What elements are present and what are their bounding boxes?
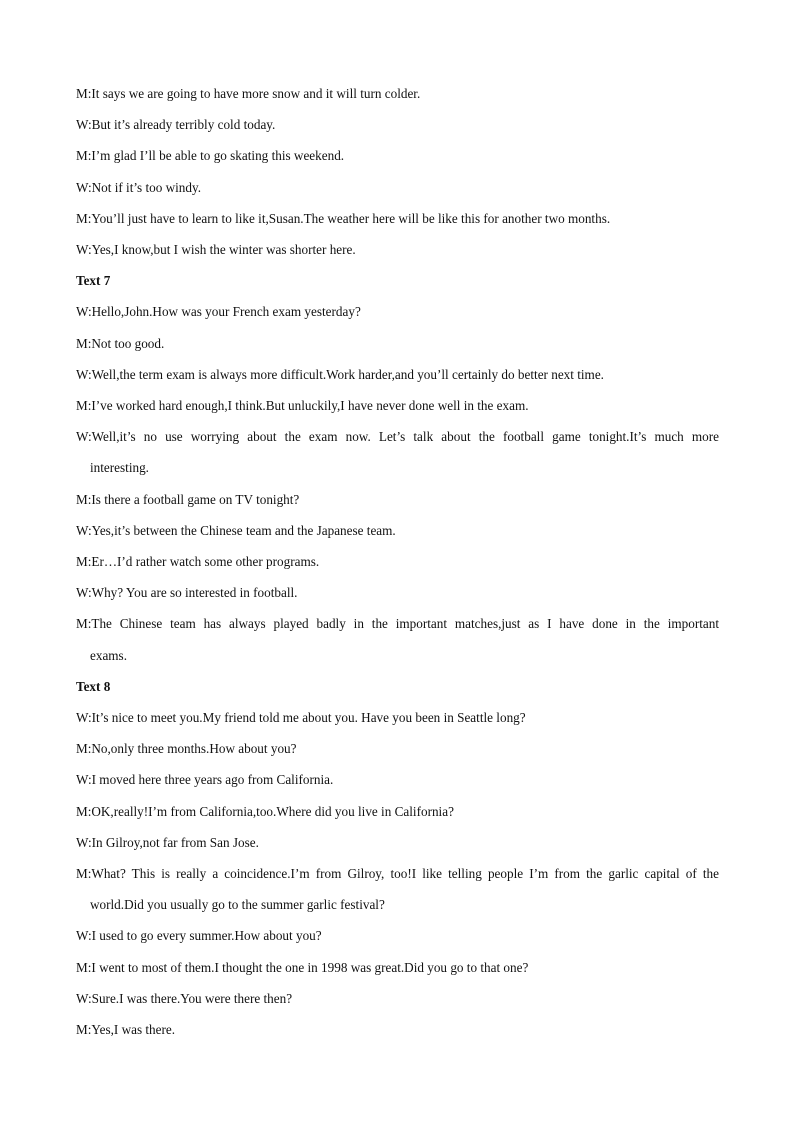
dialogue-line: W:Not if it’s too windy. <box>76 179 202 195</box>
dialogue-line: W:Hello,John.How was your French exam yesterday? <box>76 304 361 320</box>
dialogue-line: M:Yes,I was there. <box>76 1022 176 1038</box>
dialogue-continuation: interesting. <box>90 460 149 476</box>
dialogue-line: W:But it’s already terribly cold today. <box>76 117 276 133</box>
dialogue-line: M:Is there a football game on TV tonight? <box>76 491 300 507</box>
dialogue-paragraph <box>76 421 719 483</box>
dialogue-line: W:It’s nice to meet you.My friend told me about you. Have you been in Seattle long? <box>76 710 526 726</box>
dialogue-continuation: world.Did you usually go to the summer garlic festival? <box>90 897 385 913</box>
dialogue-line: M:The Chinese team has always played badly in the important matches,just as I have done in the important <box>76 616 719 632</box>
dialogue-line: M:I went to most of them.I thought the one in 1998 was great.Did you go to that one? <box>76 959 529 975</box>
dialogue-line: M:Er…I’d rather watch some other programs. <box>76 554 320 570</box>
dialogue-line: M:You’ll just have to learn to like it,Susan.The weather here will be like this for another two months. <box>76 210 611 226</box>
dialogue-line: W:Yes,I know,but I wish the winter was shorter here. <box>76 242 356 258</box>
dialogue-line: W:I moved here three years ago from California. <box>76 772 334 788</box>
dialogue-line: M:It says we are going to have more snow and it will turn colder. <box>76 86 421 101</box>
section-heading: Text 7 <box>76 273 111 289</box>
dialogue-paragraph <box>76 858 719 920</box>
dialogue-line: M:No,only three months.How about you? <box>76 741 297 757</box>
dialogue-line: M:What? This is really a coincidence.I’m from Gilroy, too!I like telling people I’m from the garlic capital of the <box>76 866 719 882</box>
section-heading: Text 8 <box>76 678 111 694</box>
dialogue-line: W:Sure.I was there.You were there then? <box>76 990 293 1006</box>
dialogue-line: W:Why? You are so interested in football. <box>76 585 298 601</box>
dialogue-line: M:I’ve worked hard enough,I think.But unluckily,I have never done well in the exam. <box>76 398 529 414</box>
dialogue-line: M:OK,really!I’m from California,too.Where did you live in California? <box>76 803 454 819</box>
dialogue-line: W:I used to go every summer.How about you? <box>76 928 322 944</box>
dialogue-line: W:In Gilroy,not far from San Jose. <box>76 834 259 850</box>
dialogue-line: W:Yes,it’s between the Chinese team and the Japanese team. <box>76 522 396 538</box>
dialogue-line: M:I’m glad I’ll be able to go skating this weekend. <box>76 148 345 164</box>
dialogue-paragraph <box>76 608 719 670</box>
dialogue-line: W:Well,it’s no use worrying about the exam now. Let’s talk about the football game tonight.It’s much more <box>76 429 719 445</box>
dialogue-line: W:Well,the term exam is always more difficult.Work harder,and you’ll certainly do better next time. <box>76 366 604 382</box>
dialogue-line: M:Not too good. <box>76 335 165 351</box>
document-page <box>76 78 719 1045</box>
dialogue-continuation: exams. <box>90 647 127 663</box>
